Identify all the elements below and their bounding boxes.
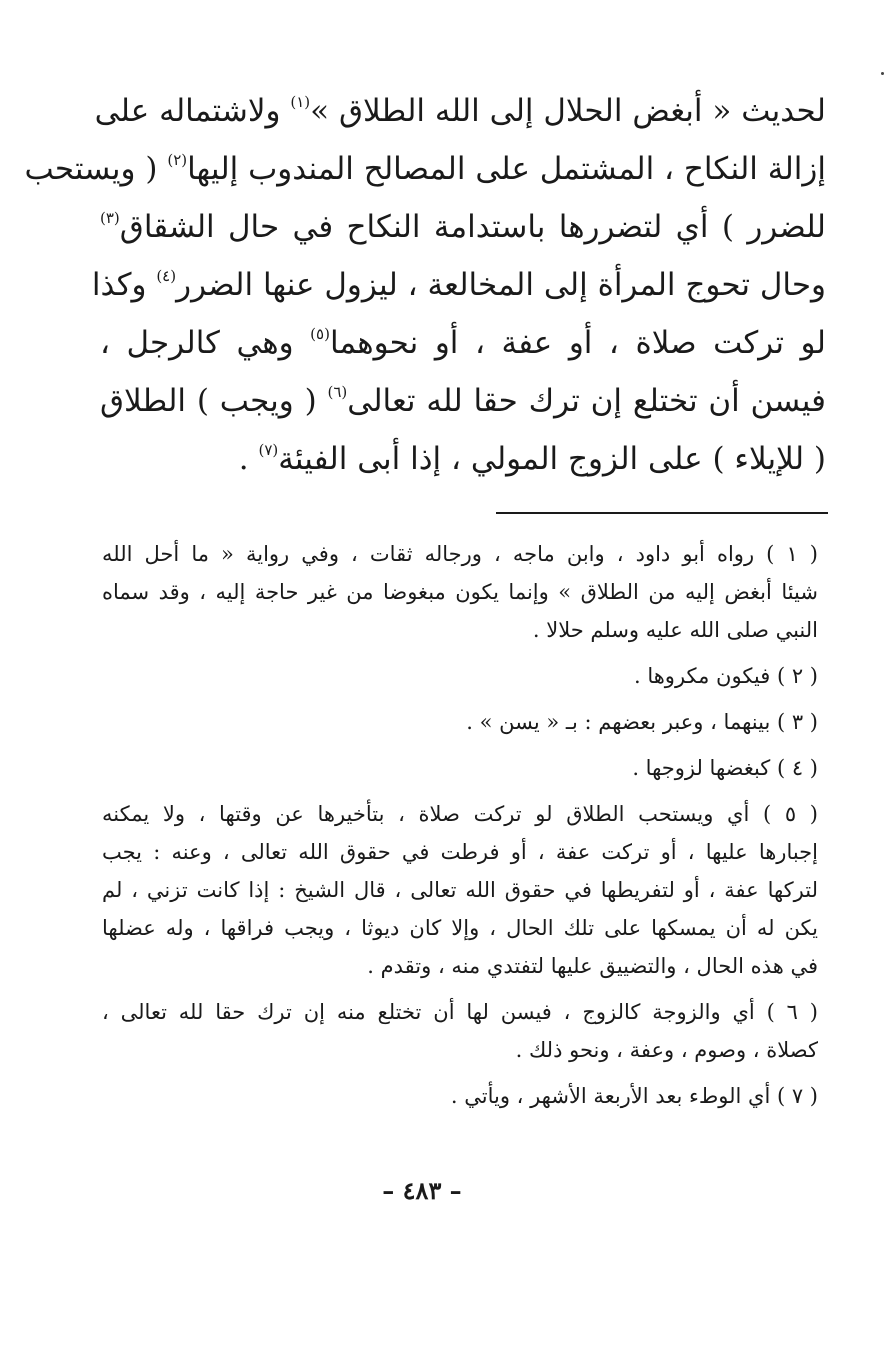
footnote-line: كصلاة ، وصوم ، وعفة ، ونحو ذلك . <box>515 1038 818 1062</box>
footnote-line: ( ٢ ) فيكون مكروها . <box>633 664 818 688</box>
footnote-line: ( ٤ ) كبغضها لزوجها . <box>632 756 818 780</box>
main-text-segment: وكذا <box>91 267 157 303</box>
footnote-line: ( ٥ ) أي ويستحب الطلاق لو تركت صلاة ، بتأخيرها عن وقتها ، ولا يمكنه <box>102 802 818 826</box>
footnote <box>102 749 818 787</box>
main-text-segment: فيسن أن تختلع إن ترك حقا لله تعالى <box>347 383 826 419</box>
main-text-segment: . <box>238 441 259 477</box>
footnote-reference: (٢) <box>167 151 188 169</box>
footnote <box>102 703 818 741</box>
footnote <box>102 993 818 1069</box>
main-text-line <box>100 198 826 256</box>
main-text-line <box>100 372 826 430</box>
main-text-segment: ( للإيلاء ) على الزوج المولي ، إذا أبى الفيئة <box>278 441 826 477</box>
footnote <box>102 657 818 695</box>
footnote-line: ( ٧ ) أي الوطء بعد الأربعة الأشهر ، ويأتي . <box>450 1084 818 1108</box>
footnotes-section <box>102 535 818 1123</box>
footnote <box>102 1077 818 1115</box>
main-text-line <box>91 256 826 314</box>
main-text-line <box>100 314 826 372</box>
footnote-divider <box>496 512 828 514</box>
page-number: – ٤٨٣ – <box>382 1176 462 1205</box>
footnote-reference: (٥) <box>310 325 330 343</box>
main-text-segment: وهي كالرجل ، <box>100 325 311 361</box>
main-text-segment: إزالة النكاح ، المشتمل على المصالح المندوب إليها <box>187 151 826 187</box>
footnote-line: شيئا أبغض إليه من الطلاق » وإنما يكون مبغوضا من غير حاجة إليه ، وقد سماه <box>102 580 818 604</box>
main-text-segment: ( ويستحب <box>24 151 168 187</box>
footnote-line: النبي صلى الله عليه وسلم حلالا . <box>532 618 818 642</box>
main-text-line <box>94 82 826 140</box>
footnote-line: في هذه الحال ، والتضييق عليها لتفتدي منه ، وتقدم . <box>367 954 818 978</box>
main-text-segment: ولاشتماله على <box>94 93 291 129</box>
main-text-line <box>100 430 826 488</box>
main-text-body <box>24 82 826 488</box>
main-text-line <box>24 140 826 198</box>
main-text-segment: وحال تحوج المرأة إلى المخالعة ، ليزول عنها الضرر <box>176 267 826 303</box>
footnote-reference: (٣) <box>100 209 120 227</box>
main-text-segment: ( ويجب ) الطلاق <box>100 383 328 419</box>
footnote-line: ( ١ ) رواه أبو داود ، وابن ماجه ، ورجاله ثقات ، وفي رواية « ما أحل الله <box>102 542 818 566</box>
footnote-line: ( ٣ ) بينهما ، وعبر بعضهم : بـ « يسن » . <box>466 710 818 734</box>
footnote-reference: (٦) <box>327 383 348 401</box>
main-text-segment: لحديث « أبغض الحلال إلى الله الطلاق » <box>310 93 826 129</box>
footnote-reference: (٤) <box>156 267 177 285</box>
footnote-reference: (١) <box>290 93 311 111</box>
main-text-segment: لو تركت صلاة ، أو عفة ، أو نحوهما <box>329 325 826 361</box>
footnote-line: ( ٦ ) أي والزوجة كالزوج ، فيسن لها أن تختلع منه إن ترك حقا لله تعالى ، <box>102 1000 818 1024</box>
footnote-line: لتركها عفة ، أو لتفريطها في حقوق الله تعالى ، قال الشيخ : إذا كانت تزني ، لم <box>102 878 818 902</box>
footnote <box>102 535 818 649</box>
footnote <box>102 795 818 985</box>
footnote-line: يكن له أن يمسكها على تلك الحال ، وإلا كان ديوثا ، ويجب فراقها ، وله عضلها <box>102 916 818 940</box>
scan-speck <box>881 72 884 75</box>
footnote-reference: (٧) <box>258 441 279 459</box>
main-text-segment: للضرر ) أي لتضررها باستدامة النكاح في حال الشقاق <box>119 209 826 245</box>
footnote-line: إجبارها عليها ، أو تركت عفة ، أو فرطت في حقوق الله تعالى ، وعنه : يجب <box>102 840 818 864</box>
